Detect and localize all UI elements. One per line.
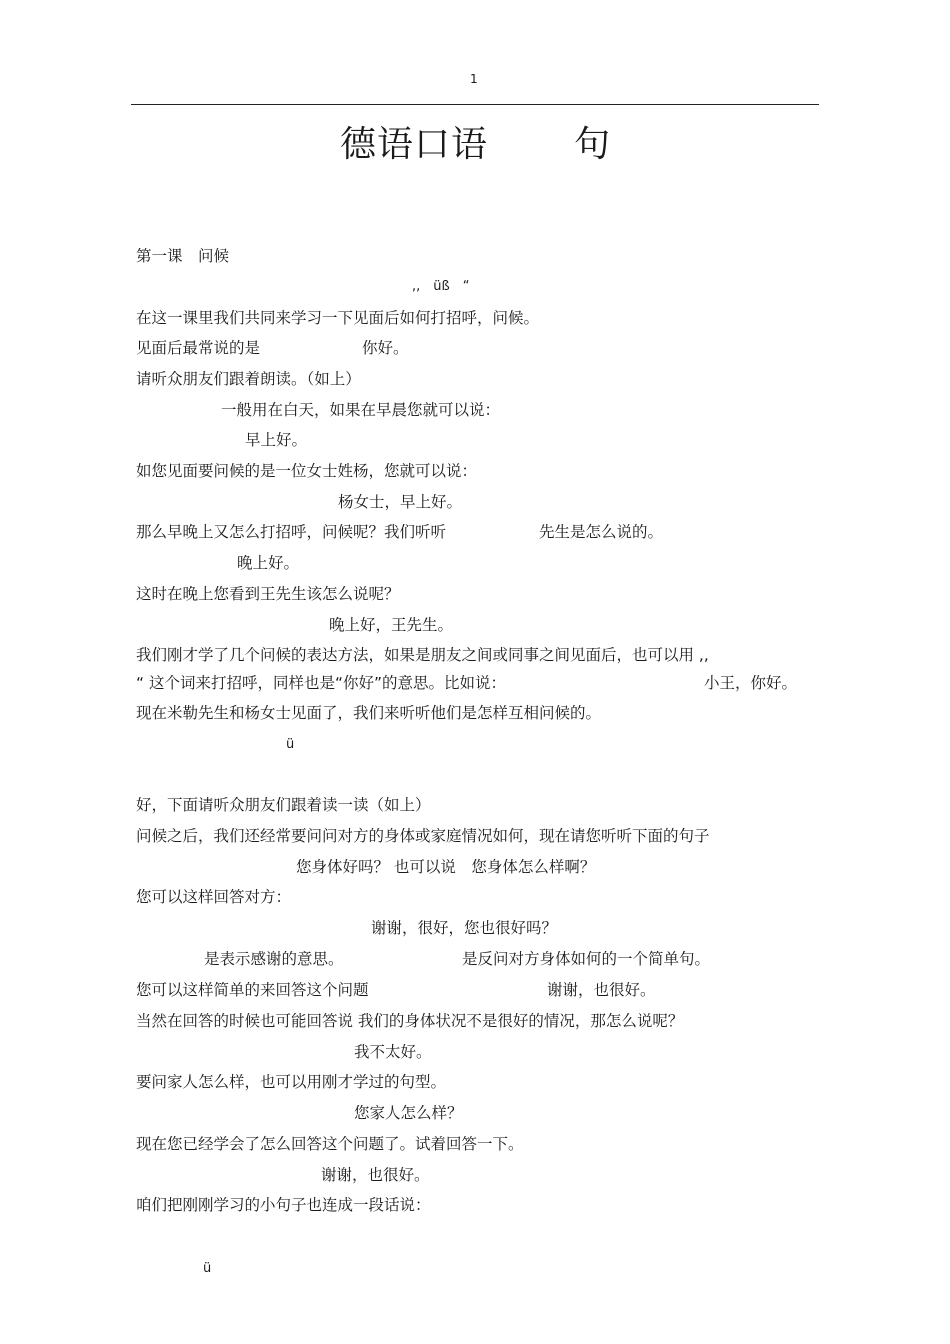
text-line: 当然在回答的时候也可能回答说 我们的身体状况不是很好的情况，那怎么说呢？ (136, 1012, 684, 1030)
text-line: 晚上好。 (237, 554, 300, 572)
lesson-heading: 第一课 问候 (136, 247, 230, 265)
text-line: 见面后最常说的是 (136, 339, 261, 357)
text-line: 先生是怎么说的。 (539, 523, 664, 541)
page-number: 1 (470, 72, 478, 86)
text-line: 是反问对方身体如何的一个简单句。 (462, 950, 711, 968)
german-fragment: ü (286, 737, 295, 752)
german-fragment: ü (203, 1261, 212, 1276)
text-line: 一般用在白天，如果在早晨您就可以说： (221, 401, 501, 419)
text-line: 我们刚才学了几个问候的表达方法，如果是朋友之间或同事之间见面后，也可以用 ,, (136, 646, 709, 664)
text-line: 杨女士，早上好。 (338, 493, 463, 511)
text-line: 是表示感谢的意思。 (204, 950, 344, 968)
text-line: 晚上好，王先生。 (329, 616, 454, 634)
text-line: “ 这个词来打招呼，同样也是“你好”的意思。比如说： (136, 674, 507, 692)
text-line: 如您见面要问候的是一位女士姓杨，您就可以说： (136, 462, 478, 480)
text-line: 小王，你好。 (704, 674, 798, 692)
text-line: 现在您已经学会了怎么回答这个问题了。试着回答一下。 (136, 1135, 524, 1153)
text-line: 您可以这样回答对方： (136, 888, 292, 906)
text-line: 我不太好。 (354, 1043, 432, 1061)
text-line: 谢谢，很好，您也很好吗？ (371, 919, 558, 937)
text-line: 早上好。 (245, 431, 308, 449)
text-line: 在这一课里我们共同来学习一下见面后如何打招呼，问候。 (136, 309, 540, 327)
text-line: 请听众朋友们跟着朗读。（如上） (136, 370, 361, 388)
text-line: 您可以这样简单的来回答这个问题 (136, 981, 369, 999)
text-line: 您家人怎么样？ (354, 1104, 463, 1122)
text-line: 你好。 (362, 339, 409, 357)
text-line: 咱们把刚刚学习的小句子也连成一段话说： (136, 1196, 431, 1214)
document-title-end: 句 (574, 124, 612, 165)
text-line: 要问家人怎么样，也可以用刚才学过的句型。 (136, 1073, 447, 1091)
document-title: 德语口语 (340, 124, 489, 165)
text-line: 问候之后，我们还经常要问问对方的身体或家庭情况如何，现在请您听听下面的句子 (136, 827, 710, 845)
text-line: 谢谢，也很好。 (547, 981, 656, 999)
header-rule (131, 104, 819, 105)
text-line: 现在米勒先生和杨女士见面了，我们来听听他们是怎样互相问候的。 (136, 704, 602, 722)
text-line: 那么早晚上又怎么打招呼，问候呢？我们听听 (136, 523, 447, 541)
text-line: 这时在晚上您看到王先生该怎么说呢？ (136, 585, 400, 603)
text-line: 您身体好吗？ 也可以说 您身体怎么样啊？ (296, 858, 596, 876)
german-fragment: ,, üß “ (412, 279, 470, 294)
text-line: 好，下面请听众朋友们跟着读一读（如上） (136, 796, 431, 814)
text-line: 谢谢，也很好。 (321, 1166, 430, 1184)
